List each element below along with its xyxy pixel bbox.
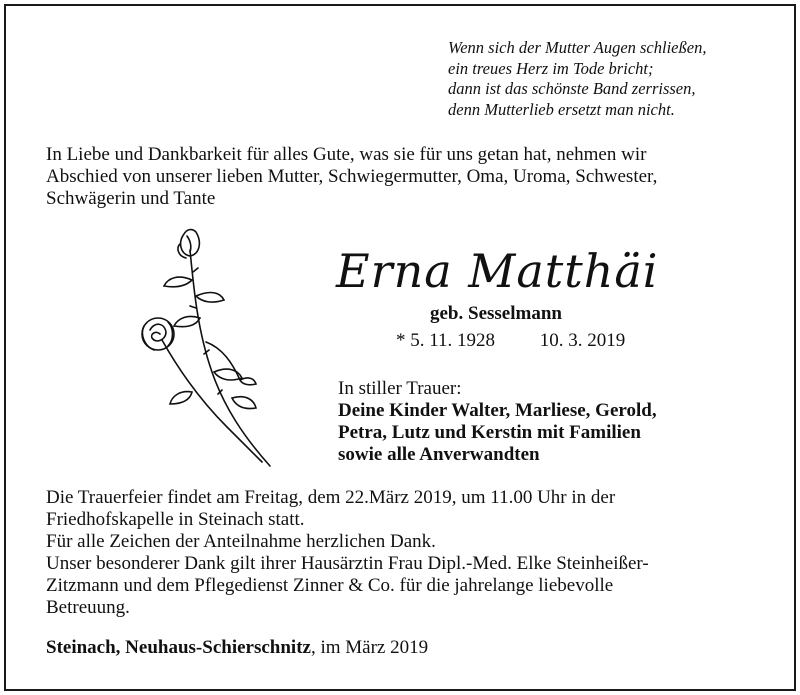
life-dates xyxy=(396,330,625,352)
intro-line: In Liebe und Dankbarkeit für alles Gute, was sie für uns getan hat, nehmen wir xyxy=(46,144,647,165)
intro-text xyxy=(46,144,766,210)
mourners-line: sowie alle Anverwandten xyxy=(338,444,540,465)
funeral-line: Unser besonderer Dank gilt ihrer Hausärztin Frau Dipl.-Med. Elke Steinheißer- xyxy=(46,553,649,574)
rose-drawing-icon xyxy=(132,222,282,472)
funeral-line: Friedhofskapelle in Steinach statt. xyxy=(46,509,305,530)
mourners-heading: In stiller Trauer: xyxy=(338,378,462,399)
mourners-line: Deine Kinder Walter, Marliese, Gerold, xyxy=(338,400,657,421)
death-date: 10. 3. 2019 xyxy=(539,330,626,351)
birth-date: * 5. 11. 1928 xyxy=(396,330,496,351)
place-locations: Steinach, Neuhaus-Schierschnitz xyxy=(46,637,311,658)
poem-line: ein treues Herz im Tode bricht; xyxy=(448,58,654,78)
intro-line: Abschied von unserer lieben Mutter, Schwiegermutter, Oma, Uroma, Schwester, xyxy=(46,166,658,187)
maiden-name: geb. Sesselmann xyxy=(430,303,562,324)
deceased-name: Erna Matthäi xyxy=(336,244,659,298)
mourners xyxy=(338,378,657,466)
mourners-line: Petra, Lutz und Kerstin mit Familien xyxy=(338,422,641,443)
place-date: , im März 2019 xyxy=(310,637,429,658)
poem-line: denn Mutterlieb ersetzt man nicht. xyxy=(448,99,675,119)
poem-line: Wenn sich der Mutter Augen schließen, xyxy=(448,38,707,57)
funeral-line: Für alle Zeichen der Anteilnahme herzlichen Dank. xyxy=(46,531,436,552)
funeral-line: Die Trauerfeier findet am Freitag, dem 22.März 2019, um 11.00 Uhr in der xyxy=(46,487,616,508)
intro-line: Schwägerin und Tante xyxy=(46,188,216,209)
funeral-line: Zitzmann und dem Pflegedienst Zinner & Co. für die jahrelange liebevolle xyxy=(46,575,614,596)
funeral-line: Betreuung. xyxy=(46,597,130,618)
funeral-info xyxy=(46,487,766,619)
poem-line: dann ist das schönste Band zerrissen, xyxy=(448,79,696,98)
place-and-date xyxy=(46,637,428,659)
poem xyxy=(448,38,706,120)
